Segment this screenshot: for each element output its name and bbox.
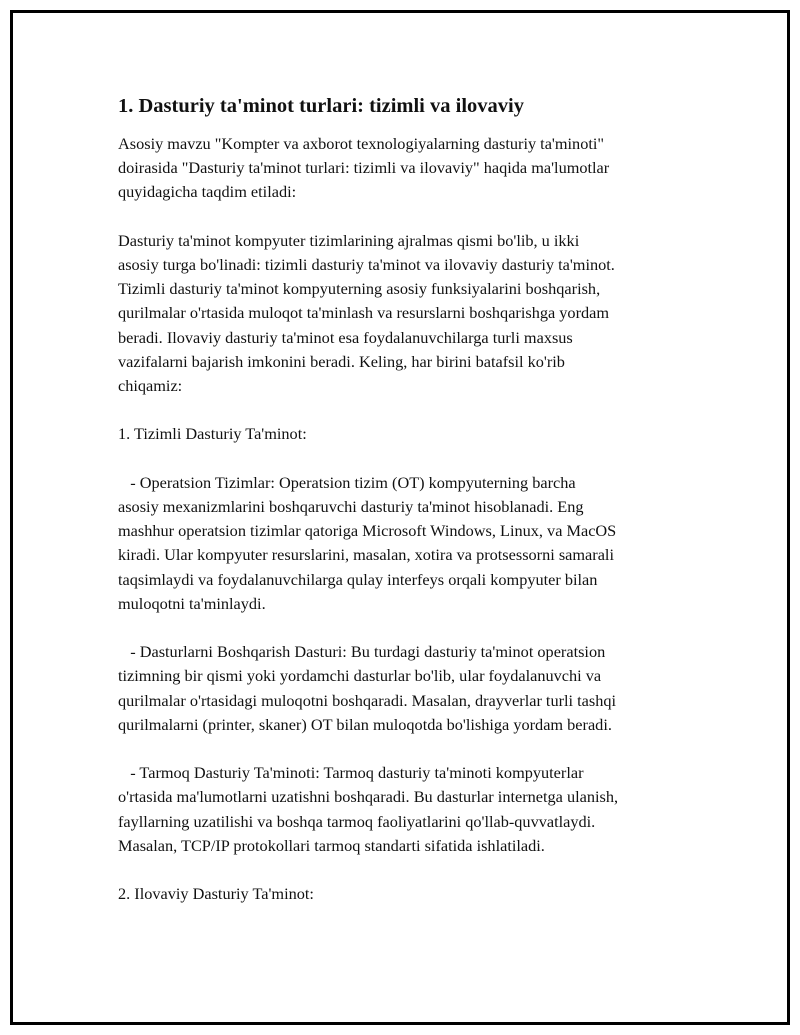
document-body	[118, 92, 698, 931]
network-software-paragraph: - Tarmoq Dasturiy Ta'minoti: Tarmoq dasturiy ta'minoti kompyuterlar o'rtasida ma'lumotlarni uzatishni boshqaradi. Bu dasturlar internetga ulanish, fayllarning uzatilishi va boshqa tarmoq faoliyatlarini qo'llab-quvvatlaydi. Masalan, TCP/IP protokollari tarmoq standarti sifatida ishlatiladi.	[118, 763, 619, 855]
operating-systems-paragraph: - Operatsion Tizimlar: Operatsion tizim (OT) kompyuterning barcha asosiy mexanizmlarini boshqaruvchi dasturiy ta'minot hisoblanadi. Eng mashhur operatsion tizimlar qatoriga Microsoft Windows, Linux, va MacOS kiradi. Ular kompyuter resurslarini, masalan, xotira va protsessorni samarali taqsimlaydi va foydalanuvchilarga qulay interfeys orqali kompyuter bilan muloqotni ta'minlaydi.	[118, 472, 617, 613]
section-heading-application-software: 2. Ilovaviy Dasturiy Ta'minot:	[118, 884, 314, 904]
document-title: 1. Dasturiy ta'minot turlari: tizimli va ilovaviy	[118, 95, 524, 117]
intro-paragraph: Asosiy mavzu "Kompter va axborot texnologiyalarning dasturiy ta'minoti" doirasida "Dasturiy ta'minot turlari: tizimli va ilovaviy" haqida ma'lumotlar quyidagicha taqdim etiladi:	[118, 134, 610, 202]
section-heading-system-software: 1. Tizimli Dasturiy Ta'minot:	[118, 424, 307, 444]
overview-paragraph: Dasturiy ta'minot kompyuter tizimlarining ajralmas qismi bo'lib, u ikki asosiy turga bo'linadi: tizimli dasturiy ta'minot va ilovaviy dasturiy ta'minot. Tizimli dasturiy ta'minot kompyuterning asosiy funksiyalarini boshqarish, qurilmalar o'rtasida muloqot ta'minlash va resurslarni boshqarishga yordam beradi. Ilovaviy dasturiy ta'minot esa foydalanuvchilarga turli maxsus vazifalarni bajarish imkonini beradi. Keling, har birini batafsil ko'rib chiqamiz:	[118, 230, 615, 396]
program-management-paragraph: - Dasturlarni Boshqarish Dasturi: Bu turdagi dasturiy ta'minot operatsion tizimning bir qismi yoki yordamchi dasturlar bo'lib, ular foydalanuvchi va qurilmalar o'rtasidagi muloqotni boshqaradi. Masalan, drayverlar turli tashqi qurilmalarni (printer, skaner) OT bilan muloqotda bo'lishiga yordam beradi.	[118, 642, 617, 734]
